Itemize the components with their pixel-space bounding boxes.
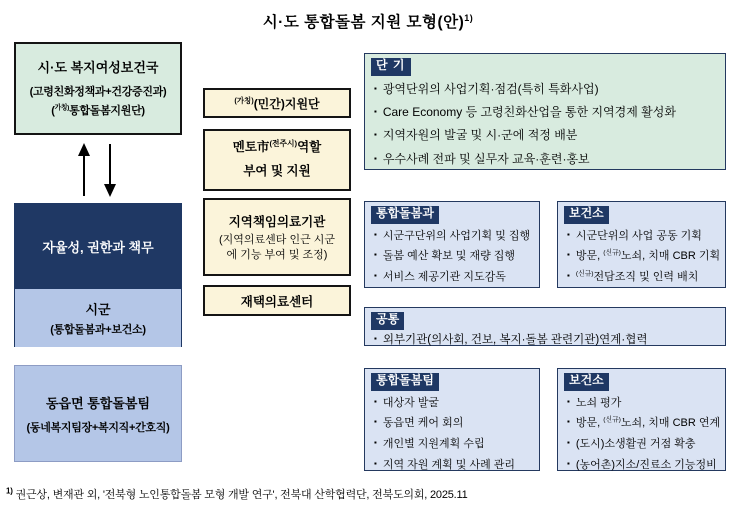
dong-care-team-title: 동읍면 통합돌봄팀: [45, 395, 151, 411]
bullet-item: ▪ 돌봄 예산 확보 및 재량 집행: [374, 246, 535, 267]
regional-medical-title: 지역책임의료기관: [228, 215, 326, 230]
bullet-item: ▪ 개인별 지원계획 수립: [374, 434, 535, 455]
bullet-item: ▪ 광역단위의 사업기획·점검(특히 특화사업): [374, 78, 721, 101]
bullet-item: ▪ (농어촌)지소/진료소 기능정비: [567, 455, 721, 476]
care-dept-box: [364, 201, 540, 288]
dong-care-team-members: (동네복지팀장+복지직+간호직): [26, 421, 170, 434]
bullet-item: ▪ (도시)소생활권 거점 확충: [567, 434, 721, 455]
care-team-list: [365, 393, 539, 479]
sigun-title: 시군: [85, 302, 111, 317]
bullet-item: ▪ 우수사례 전파 및 실무자 교육·훈련·홍보: [374, 148, 721, 171]
short-term-list: [365, 78, 725, 174]
footnote: [6, 486, 468, 502]
title-footnote-ref: 1): [464, 12, 474, 23]
footnote-ref: 1): [6, 486, 13, 496]
province-support-group: ($^{가칭)}$통합돌봄지원단): [51, 103, 145, 117]
bullet-item: ▪ 지역 자원 계획 및 사례 관리: [374, 455, 535, 476]
autonomy-box: [14, 203, 182, 347]
bullet-item: ▪ 방문, $^{(신규)}$노쇠, 치매 CBR 연계: [567, 413, 721, 434]
bullet-item: ▪ 방문, $^{(신규)}$노쇠, 치매 CBR 기획: [567, 246, 721, 267]
care-dept-label: 통합돌봄과: [371, 206, 439, 224]
bullet-item: ▪ 노쇠 평가: [567, 393, 721, 414]
diagram-title: [0, 10, 736, 32]
health-center-bottom-label: 보건소: [564, 373, 609, 391]
autonomy-title: 자율성, 권한과 책무: [15, 204, 181, 289]
home-medical-center-label: 재택의료센터: [240, 294, 314, 309]
bidirectional-arrows: [60, 140, 134, 200]
regional-medical-detail: (지역의료센타 인근 시군에 기능 부여 및 조정): [218, 234, 336, 261]
province-bureau-depts: (고령친화정책과+건강증진과): [29, 85, 167, 98]
mentor-city-line2: 부여 및 지원: [243, 164, 311, 178]
short-term-box: [364, 53, 726, 170]
up-arrow-icon: [78, 143, 90, 196]
health-center-mid-label: 보건소: [564, 206, 609, 224]
short-term-label: 단 기: [371, 58, 411, 76]
province-bureau-title: 시·도 복지여성보건국: [37, 59, 159, 75]
health-center-bottom-list: [558, 393, 725, 479]
common-list: [365, 332, 725, 351]
health-center-mid-box: [557, 201, 726, 288]
bullet-item: ▪ 시군단위의 사업 공동 기획: [567, 226, 721, 247]
mentor-city-line1: 멘토市$^{(전주시)}$역할: [232, 139, 322, 155]
common-box: [364, 307, 726, 346]
private-support-group-label: $^{(가칭)}$(민간)지원단: [234, 95, 320, 111]
home-medical-center-box: [203, 285, 351, 316]
bullet-item: ▪ 동읍면 케어 회의: [374, 413, 535, 434]
health-center-bottom-box: [557, 368, 726, 471]
common-label: 공통: [371, 312, 404, 330]
bullet-item: ▪ 외부기관(의사회, 건보, 복지·돌봄 관련기관)연계·협력: [374, 332, 721, 349]
dong-care-team-box: [14, 365, 182, 462]
bullet-item: ▪ 서비스 제공기관 지도감독: [374, 267, 535, 288]
title-text: 시·도 통합돌봄 지원 모형(안): [262, 14, 465, 31]
bullet-item: ▪ 대상자 발굴: [374, 393, 535, 414]
down-arrow-icon: [104, 144, 116, 197]
care-dept-list: [365, 226, 539, 291]
province-bureau-box: [14, 42, 182, 135]
mentor-city-box: [203, 129, 351, 191]
bullet-item: ▪ 지역자원의 발굴 및 시·군에 적정 배분: [374, 124, 721, 147]
bullet-item: ▪ $^{(신규)}$전담조직 및 인력 배치: [567, 267, 721, 288]
private-support-group-box: [203, 88, 351, 118]
bullet-item: ▪ 시군구단위의 사업기획 및 집행: [374, 226, 535, 247]
care-team-label: 통합돌봄팀: [371, 373, 439, 391]
bullet-item: ▪ Care Economy 등 고령친화산업을 통한 지역경제 활성화: [374, 101, 721, 124]
sigun-sub: (통합돌봄과+보건소): [50, 324, 146, 336]
health-center-mid-list: [558, 226, 725, 291]
footnote-text: 권근상, 변재관 외, '전북형 노인통합돌봄 모형 개발 연구', 전북대 산학협력단, 전북도의회, 2025.11: [12, 489, 468, 501]
sigun-section: [15, 289, 181, 347]
care-team-box: [364, 368, 540, 471]
regional-medical-box: [203, 198, 351, 276]
